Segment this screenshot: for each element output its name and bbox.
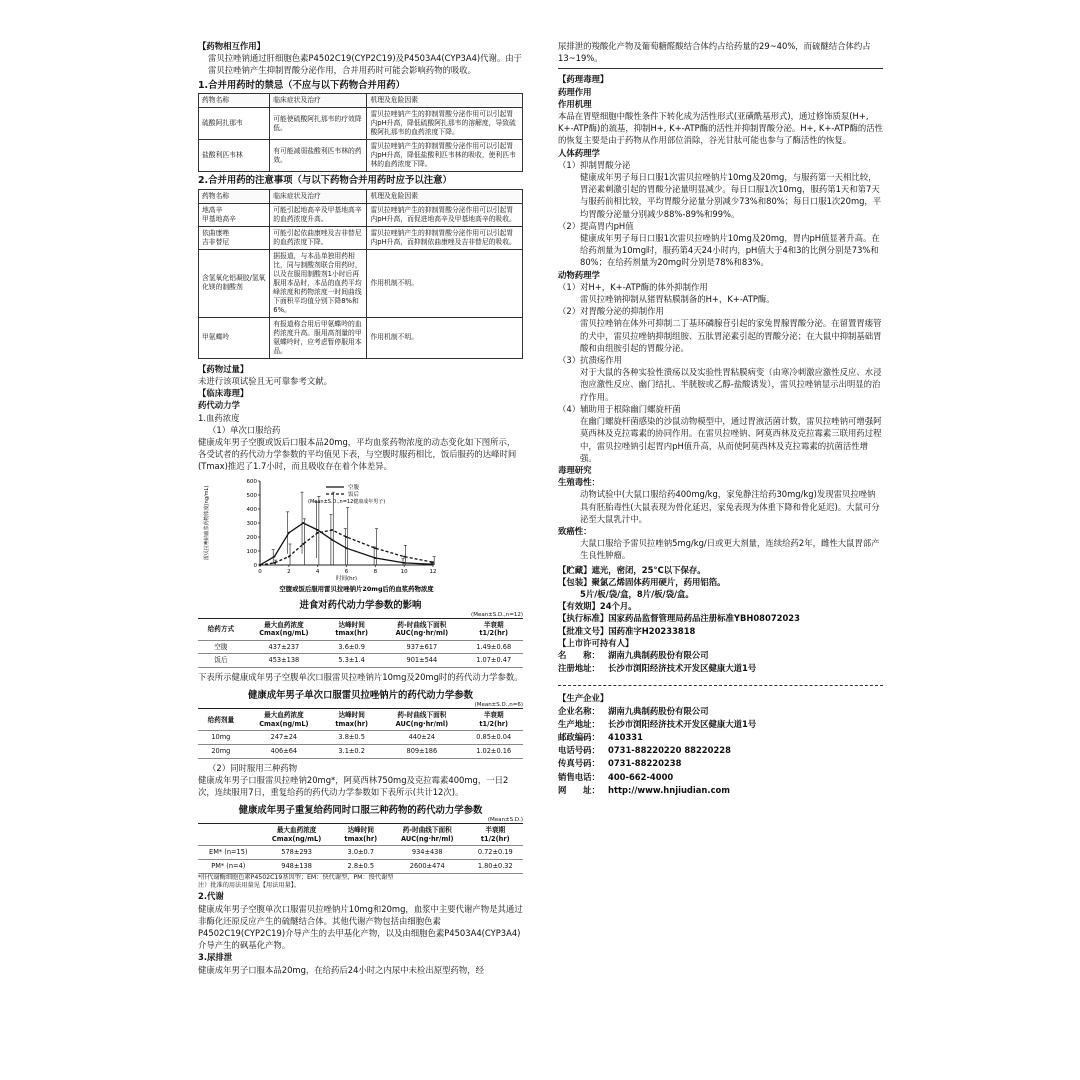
table-row xyxy=(198,846,523,860)
mfr-label: 网 址： xyxy=(558,784,600,795)
x-tick-label: 0 xyxy=(258,568,262,575)
table-cell: 可能使硫酸阿扎那韦的疗效降低。 xyxy=(270,108,367,140)
animal-item-2-text: 雷贝拉唑钠在体外可抑制二丁基环磷腺苷引起的家兔胃腺胃酸分泌。在留置胃瘘管的犬中，雷贝拉唑钠抑制组胺、五肽胃泌素引起的胃酸分泌；在大鼠中抑制基础胃酸和由组胺引起的胃酸分泌。 xyxy=(580,318,882,353)
table-cell: 406±64 xyxy=(244,744,324,758)
pk-section-1-2: （2）同时服用三种药物 xyxy=(208,762,298,773)
table-cell: 地高辛 甲基地高辛 xyxy=(199,203,270,226)
table-row xyxy=(198,744,523,758)
mfr-label: 邮政编码： xyxy=(558,731,600,742)
mechanism-heading: 作用机理 xyxy=(558,98,592,109)
holder-name: 湖南九典制药股份有限公司 xyxy=(608,649,709,660)
table-row xyxy=(199,203,523,226)
pk-section-1-1: （1）单次口服给药 xyxy=(208,424,281,435)
table-cell: 578±293 xyxy=(259,846,335,860)
right-column xyxy=(558,40,883,797)
table-header-cell: 最大血药浓度 Cmax(ng/mL) xyxy=(244,618,324,640)
mfr-value: 湖南九典制药股份有限公司 xyxy=(608,705,709,716)
table-cell: 有报道称合用后甲氨蝶呤的血药浓度升高。服用高剂量的甲氨蝶呤时，应考虑暂停服用本品。 xyxy=(270,317,367,358)
package: 【包装】聚氯乙烯固体药用硬片，药用铝箔。 xyxy=(558,576,726,587)
approval-number: 【批准文号】国药准字H20233818 xyxy=(558,625,696,636)
table-row xyxy=(199,108,523,140)
mfr-value: 长沙市浏阳经济技术开发区健康大道1号 xyxy=(608,718,757,729)
contra-table xyxy=(198,93,523,172)
pk-section-1-1-text: 健康成年男子空腹或饭后口服本品20mg，平均血浆药物浓度的动态变化如下图所示，各受试者的药代动力学参数的平均值见下表，与空腹时服药相比，饭后服药的达峰时间(Tmax)推迟了1.7小时，而且吸收存在着个体差异。 xyxy=(198,437,517,472)
mfr-label: 传真号码： xyxy=(558,758,600,769)
interactions-intro: 雷贝拉唑钠通过肝细胞色素P4502C19(CYP2C19)及P4503A4(CYP3A4)代谢。由于雷贝拉唑钠产生抑制胃酸分泌作用，合并用药时可能会影响药物的吸收。 xyxy=(208,53,523,76)
table-header-cell: 临床症状及治疗 xyxy=(270,94,367,108)
table-cell: 934±438 xyxy=(387,846,468,860)
holder-name-row xyxy=(558,649,883,662)
human-item-1: （1）抑制胃酸分泌 xyxy=(558,159,631,170)
y-tick-label: 400 xyxy=(246,506,257,513)
data-point xyxy=(317,531,319,533)
data-point xyxy=(302,522,304,524)
table-cell: 247±24 xyxy=(244,731,324,745)
triple-table-note: (Mean±S.D.) xyxy=(487,817,523,824)
table-cell: EM* (n=15) xyxy=(198,846,259,860)
table-cell: 有可能减弱盐酸利匹韦林的药效。 xyxy=(270,140,367,172)
holder-addr: 长沙市浏阳经济技术开发区健康大道1号 xyxy=(608,663,757,674)
table-row xyxy=(198,654,523,668)
clinical-tox-heading: 【临床毒理】 xyxy=(198,388,249,399)
human-item-1-text: 健康成年男子每日口服1次雷贝拉唑钠片10mg及20mg，与服药第一天相比较，胃泌素刺激引起的胃酸分泌量明显减少。每日口服1次10mg，服药第1天和第7天与服药前相比较，平均胃酸分泌量分别减少73%和80%；每日口服1次20mg，平均胃酸分泌量分别减少88%-89%和99%。 xyxy=(580,172,882,219)
data-point xyxy=(374,547,376,549)
data-point xyxy=(403,555,405,557)
x-tick-label: 8 xyxy=(373,568,378,575)
storage: 【贮藏】遮光，密闭，25°C以下保存。 xyxy=(558,564,706,575)
table-header-cell: 最大血药浓度 Cmax(ng/mL) xyxy=(244,709,324,731)
table-cell: 20mg xyxy=(198,744,244,758)
mfr-label: 生产地址： xyxy=(558,718,600,729)
table-cell: 2.8±0.5 xyxy=(335,859,387,873)
holder-heading: 【上市许可持有人】 xyxy=(558,637,634,648)
dose-table-title: 健康成年男子单次口服雷贝拉唑钠片的药代动力学参数 xyxy=(247,690,473,702)
table-header-cell: 达峰时间 tmax(hr) xyxy=(324,618,379,640)
table-header-cell: 药-时曲线下面积 AUC(ng·hr/ml) xyxy=(379,709,464,731)
series-line-空腹 xyxy=(260,523,433,565)
table-row xyxy=(198,640,523,654)
table-header-cell: 药-时曲线下面积 AUC(ng·hr/ml) xyxy=(387,824,468,846)
caution-table xyxy=(198,189,523,359)
table-cell: 3.0±0.7 xyxy=(335,846,387,860)
metabolism-text: 健康成年男子空腹单次口服雷贝拉唑钠片10mg和20mg，血浆中主要代谢产物是其通过非酶化还原反应产生的硫醚结合体。其他代谢产物包括由细胞色素P4502C19(CYP2C19)介导产生的去甲基化产物，以及由细胞色素P4503A4(CYP3A4)介导产生的砜基化产物。 xyxy=(198,903,523,951)
table-cell: 3.6±0.9 xyxy=(324,640,379,654)
table-cell: 含氢氧化铝凝胶/氢氧化镁的制酸剂 xyxy=(199,249,270,317)
x-tick-label: 4 xyxy=(315,568,320,575)
data-point xyxy=(302,543,304,545)
data-point xyxy=(374,557,376,559)
data-point xyxy=(346,547,348,549)
divider xyxy=(558,685,883,686)
holder-addr-label: 注册地址： xyxy=(558,663,600,674)
data-point xyxy=(288,555,290,557)
data-point xyxy=(259,564,261,566)
animal-item-1: （1）对H+，K+-ATP酶的体外抑制作用 xyxy=(558,281,708,292)
table-cell: 3.1±0.2 xyxy=(324,744,379,758)
table-cell: 1.07±0.47 xyxy=(464,654,523,668)
x-tick-label: 2 xyxy=(287,568,291,575)
legend-label: 空腹 xyxy=(348,484,360,491)
table-cell: 依曲康唑 吉非替尼 xyxy=(199,226,270,249)
table-header-cell: 药物名称 xyxy=(199,94,270,108)
animal-pharm-heading: 动物药理学 xyxy=(558,269,600,280)
overdose-text: 未进行该项试验且无可靠参考文献。 xyxy=(198,376,332,386)
animal-item-3: （3）抗溃疡作用 xyxy=(558,355,622,366)
mfr-row xyxy=(558,784,883,797)
table-header-cell: 给药方式 xyxy=(198,618,244,640)
food-table-title: 进食对药代动力学参数的影响 xyxy=(299,599,422,611)
animal-item-4: （4）辅助用于根除幽门螺旋杆菌 xyxy=(558,403,681,414)
y-tick-label: 200 xyxy=(246,534,257,541)
data-point xyxy=(331,538,333,540)
y-tick-label: 600 xyxy=(246,478,257,485)
carcinogenicity-text: 大鼠口服给予雷贝拉唑钠5mg/kg/日或更大剂量，连续给药2年，雌性大鼠胃部产生良性肿瘤。 xyxy=(580,538,880,561)
human-item-2-text: 健康成年男子每日口服1次雷贝拉唑钠片10mg及20mg，胃内pH值显著升高。在给药剂量为10mg时，服药第4天24小时内，pH值大于4和3的比例分别是73%和80%；在给药剂量为20mg时分别是78%和83%。 xyxy=(580,233,880,268)
data-point xyxy=(273,555,275,557)
mfr-label: 企业名称： xyxy=(558,705,600,716)
animal-item-2: （2）对胃酸分泌的抑制作用 xyxy=(558,306,664,317)
table-header-cell: 药-时曲线下面积 AUC(ng·hr/ml) xyxy=(379,618,464,640)
left-column xyxy=(198,40,523,976)
table-cell: 1.80±0.32 xyxy=(468,859,523,873)
repro-tox-text: 动物试验中(大鼠口服给药400mg/kg，家兔静注给药30mg/kg)发现雷贝拉唑钠具有胚胎毒性(大鼠表现为骨化延迟，家兔表现为体重下降和骨化延迟)。大鼠可分泌至大鼠乳汁中。 xyxy=(580,489,880,524)
excretion-heading: 3.尿排泄 xyxy=(198,952,233,963)
table-cell: 5.3±1.4 xyxy=(324,654,379,668)
mfr-row xyxy=(558,705,883,718)
table-cell: 可能引起地高辛及甲基地高辛的血药浓度升高。 xyxy=(270,203,367,226)
excretion-continued: 尿排泄的羧酸化产物及葡萄糖醛酸结合体约占给药量的29~40%，而硫醚结合体约占13~19%。 xyxy=(558,41,871,64)
table-cell: 作用机制不明。 xyxy=(367,317,523,358)
data-point xyxy=(331,529,333,531)
plasma-concentration-chart xyxy=(198,473,523,593)
dose-intro: 下表所示健康成年男子空腹单次口服雷贝拉唑钠片10mg及20mg时的药代动力学参数。 xyxy=(198,672,523,682)
data-point xyxy=(288,531,290,533)
pk-section-1: 1.血药浓度 xyxy=(198,412,240,423)
table-cell: 440±24 xyxy=(379,731,464,745)
table-cell: PM* (n=4) xyxy=(198,859,259,873)
x-tick-label: 6 xyxy=(344,568,349,575)
table-cell: 901±544 xyxy=(379,654,464,668)
table-header-cell: 最大血药浓度 Cmax(ng/mL) xyxy=(259,824,335,846)
manufacturer-heading: 【生产企业】 xyxy=(558,693,609,704)
contra-heading: 1.合并用药时的禁忌（不应与以下药物合并用药） xyxy=(198,79,405,91)
y-axis-label: 雷贝拉唑钠血浆药物浓度(ng/mL) xyxy=(204,485,210,560)
exec-standard: 【执行标准】国家药品监督管理局药品注册标准YBH08072023 xyxy=(558,613,800,624)
y-tick-label: 100 xyxy=(246,548,257,555)
data-point xyxy=(273,562,275,564)
table-row xyxy=(198,731,523,745)
table-cell: 饭后 xyxy=(198,654,244,668)
table-cell: 2600±474 xyxy=(387,859,468,873)
pk-section-1-2-text: 健康成年男子口服雷贝拉唑钠20mg*，阿莫西林750mg及克拉霉素400mg，一日2次，连续服用7日，重复给药的药代动力学参数如下表所示(共计12次)。 xyxy=(198,774,509,797)
table-header-cell: 半衰期 t1/2(hr) xyxy=(464,618,523,640)
table-cell: 硫酸阿扎那韦 xyxy=(199,108,270,140)
animal-item-3-text: 对于大鼠的各种实验性溃疡以及实验性胃粘膜病变（由寒冷刺激应激性反应、水浸泡应激性反应、幽门结扎、半胱胺或乙醇-盐酸诱发），雷贝拉唑钠显示出明显的治疗作用。 xyxy=(580,367,882,402)
chart-annotation: (Mean±S.D.,n=12健康成年男子) xyxy=(308,498,386,505)
data-point xyxy=(403,562,405,564)
table-cell: 937±617 xyxy=(379,640,464,654)
mfr-row xyxy=(558,757,883,770)
repro-tox-heading: 生殖毒性： xyxy=(558,477,600,488)
divider xyxy=(558,68,883,69)
mfr-value: 0731-88220220 88220228 xyxy=(608,745,731,756)
overdose-heading: 【药物过量】 xyxy=(198,363,249,374)
chart-title: 空腹或饭后服用雷贝拉唑钠片20mg后的血浆药物浓度 xyxy=(279,584,434,593)
validity: 【有效期】24个月。 xyxy=(558,601,637,612)
table-header-cell: 达峰时间 tmax(hr) xyxy=(324,709,379,731)
data-point xyxy=(346,536,348,538)
table-cell: 雷贝拉唑钠产生的抑制胃酸分泌作用可以引起胃内pH升高，降低盐酸利匹韦林的吸收，使利匹韦林的血药浓度下降。 xyxy=(367,140,523,172)
table-header-cell: 临床症状及治疗 xyxy=(270,189,367,203)
holder-name-label: 名 称： xyxy=(558,649,600,660)
table-cell: 据报道，与本品单独用药相比，同与制酸剂联合用药时，以及在服用制酸剂1小时后再服用本品时，本品的血药平均峰浓度和药物浓度一时间曲线下面积平均值分别下降8%和6%。 xyxy=(270,249,367,317)
y-tick-label: 500 xyxy=(246,492,257,499)
table-row xyxy=(199,317,523,358)
legend-label: 饭后 xyxy=(348,491,360,498)
mfr-value: http://www.hnjiudian.com xyxy=(608,784,731,795)
pharmtox-heading: 【药理毒理】 xyxy=(558,74,609,85)
table-cell: 空腹 xyxy=(198,640,244,654)
mfr-label: 销售电话： xyxy=(558,771,600,782)
mfr-row xyxy=(558,744,883,757)
x-axis-label: 时间(hr) xyxy=(335,575,358,582)
y-tick-label: 0 xyxy=(253,562,257,569)
triple-pk-table xyxy=(198,823,523,873)
triple-table-footnote: *肝代谢酶细胞色素P4502C19基因型；EM：快代谢型，PM：慢代谢型 注）批准的用法用量见【用法用量】。 xyxy=(198,873,394,889)
package-spec: 5片/板/袋/盒，8片/板/袋/盒。 xyxy=(580,588,694,599)
mechanism-text: 本品在胃壁细胞中酸性条件下转化成为活性形式(亚磺酰基形式)，通过修饰质泵(H+, K+-ATP酶)的巯基，抑制H+, K+-ATP酶的活性并抑制胃酸分泌。H+, K+-ATP酶的活性的恢复主要是由于药物从作用部位消除，谷光甘肽可能也参与了酶活性的恢复。 xyxy=(558,111,883,146)
carcinogenicity-heading: 致癌性： xyxy=(558,525,592,536)
animal-item-1-text: 雷贝拉唑钠抑制从猪胃粘膜制备的H+，K+-ATP酶。 xyxy=(580,294,775,305)
table-row xyxy=(198,859,523,873)
holder-addr-row xyxy=(558,662,883,675)
table-cell: 雷贝拉唑钠产生的抑制胃酸分泌作用可以引起胃内pH升高，而抑制依曲康唑及吉非替尼的吸收。 xyxy=(367,226,523,249)
table-header-cell: 机理及危险因素 xyxy=(367,189,523,203)
food-pk-table xyxy=(198,618,523,668)
pharmacology-subheading: 药理作用 xyxy=(558,86,592,97)
table-cell: 809±186 xyxy=(379,744,464,758)
table-header-cell: 给药剂量 xyxy=(198,709,244,731)
food-table-note: (Mean±S.D.,n=12) xyxy=(471,611,523,618)
table-cell: 437±237 xyxy=(244,640,324,654)
table-cell: 10mg xyxy=(198,731,244,745)
table-header-row xyxy=(199,94,523,108)
table-header-cell: 达峰时间 tmax(hr) xyxy=(335,824,387,846)
table-cell: 甲氨蝶呤 xyxy=(199,317,270,358)
table-header-row xyxy=(198,709,523,731)
dose-pk-table xyxy=(198,708,523,758)
x-tick-label: 12 xyxy=(429,568,437,575)
excretion-text: 健康成年男子口服本品20mg，在给药后24小时之内尿中未检出原型药物，经 xyxy=(198,964,485,975)
x-tick-label: 10 xyxy=(400,568,408,575)
y-tick-label: 300 xyxy=(246,520,257,527)
triple-table-title: 健康成年男子重复给药同时口服三种药物的药代动力学参数 xyxy=(238,805,483,817)
table-cell: 1.49±0.68 xyxy=(464,640,523,654)
pk-heading: 药代动力学 xyxy=(198,400,240,411)
caution-heading: 2.合并用药的注意事项（与以下药物合并用药时应予以注意） xyxy=(198,175,452,187)
table-header-cell: 半衰期 t1/2(hr) xyxy=(468,824,523,846)
data-point xyxy=(432,561,434,563)
data-point xyxy=(317,529,319,531)
table-cell: 3.8±0.5 xyxy=(324,731,379,745)
table-header-cell: 机理及危险因素 xyxy=(367,94,523,108)
table-row xyxy=(199,140,523,172)
table-header-row xyxy=(198,824,523,846)
table-cell: 0.85±0.04 xyxy=(464,731,523,745)
mfr-row xyxy=(558,718,883,731)
interactions-heading: 【药物相互作用】 xyxy=(198,41,265,51)
mfr-value: 410331 xyxy=(608,731,643,742)
mfr-value: 400-662-4000 xyxy=(608,771,674,782)
human-item-2: （2）提高胃内pH值 xyxy=(558,220,634,231)
table-cell: 作用机制不明。 xyxy=(367,249,523,317)
table-header-row xyxy=(199,189,523,203)
table-cell: 1.02±0.16 xyxy=(464,744,523,758)
table-row xyxy=(199,226,523,249)
table-header-cell xyxy=(198,824,259,846)
mfr-label: 电话号码： xyxy=(558,745,600,756)
table-header-cell: 药物名称 xyxy=(199,189,270,203)
mfr-row xyxy=(558,771,883,784)
table-header-row xyxy=(198,618,523,640)
table-header-cell: 半衰期 t1/2(hr) xyxy=(464,709,523,731)
table-cell: 0.72±0.19 xyxy=(468,846,523,860)
human-pharm-heading: 人体药理学 xyxy=(558,147,600,158)
animal-item-4-text: 在幽门螺旋杆菌感染的沙鼠动物模型中，通过胃液活菌计数，雷贝拉唑钠可增强阿莫西林及克拉霉素的协同作用。在雷贝拉唑钠、阿莫西林及克拉霉素三联用药过程中，雷贝拉唑钠引起胃内pH值升高，从而使阿莫西林及克拉霉素的抗菌活性增强。 xyxy=(580,416,882,463)
metabolism-heading: 2.代谢 xyxy=(198,891,224,902)
table-cell: 948±138 xyxy=(259,859,335,873)
table-cell: 可能引起依曲康唑及吉非替尼的血药浓度下降。 xyxy=(270,226,367,249)
table-cell: 雷贝拉唑钠产生的抑制胃酸分泌作用可以引起胃内pH升高，降低硫酸阿扎那韦的溶解度，导致硫酸阿扎那韦的血药浓度下降。 xyxy=(367,108,523,140)
table-cell: 盐酸利匹韦林 xyxy=(199,140,270,172)
mfr-value: 0731-88220238 xyxy=(608,758,682,769)
tox-study-heading: 毒理研究 xyxy=(558,464,592,475)
table-cell: 453±138 xyxy=(244,654,324,668)
mfr-row xyxy=(558,731,883,744)
table-row xyxy=(199,249,523,317)
data-point xyxy=(432,563,434,565)
table-cell: 雷贝拉唑钠产生的抑制胃酸分泌作用可以引起胃内pH升高，而促进地高辛及甲基地高辛的吸收。 xyxy=(367,203,523,226)
dose-table-note: (Mean±S.D.,n=6) xyxy=(474,702,523,709)
